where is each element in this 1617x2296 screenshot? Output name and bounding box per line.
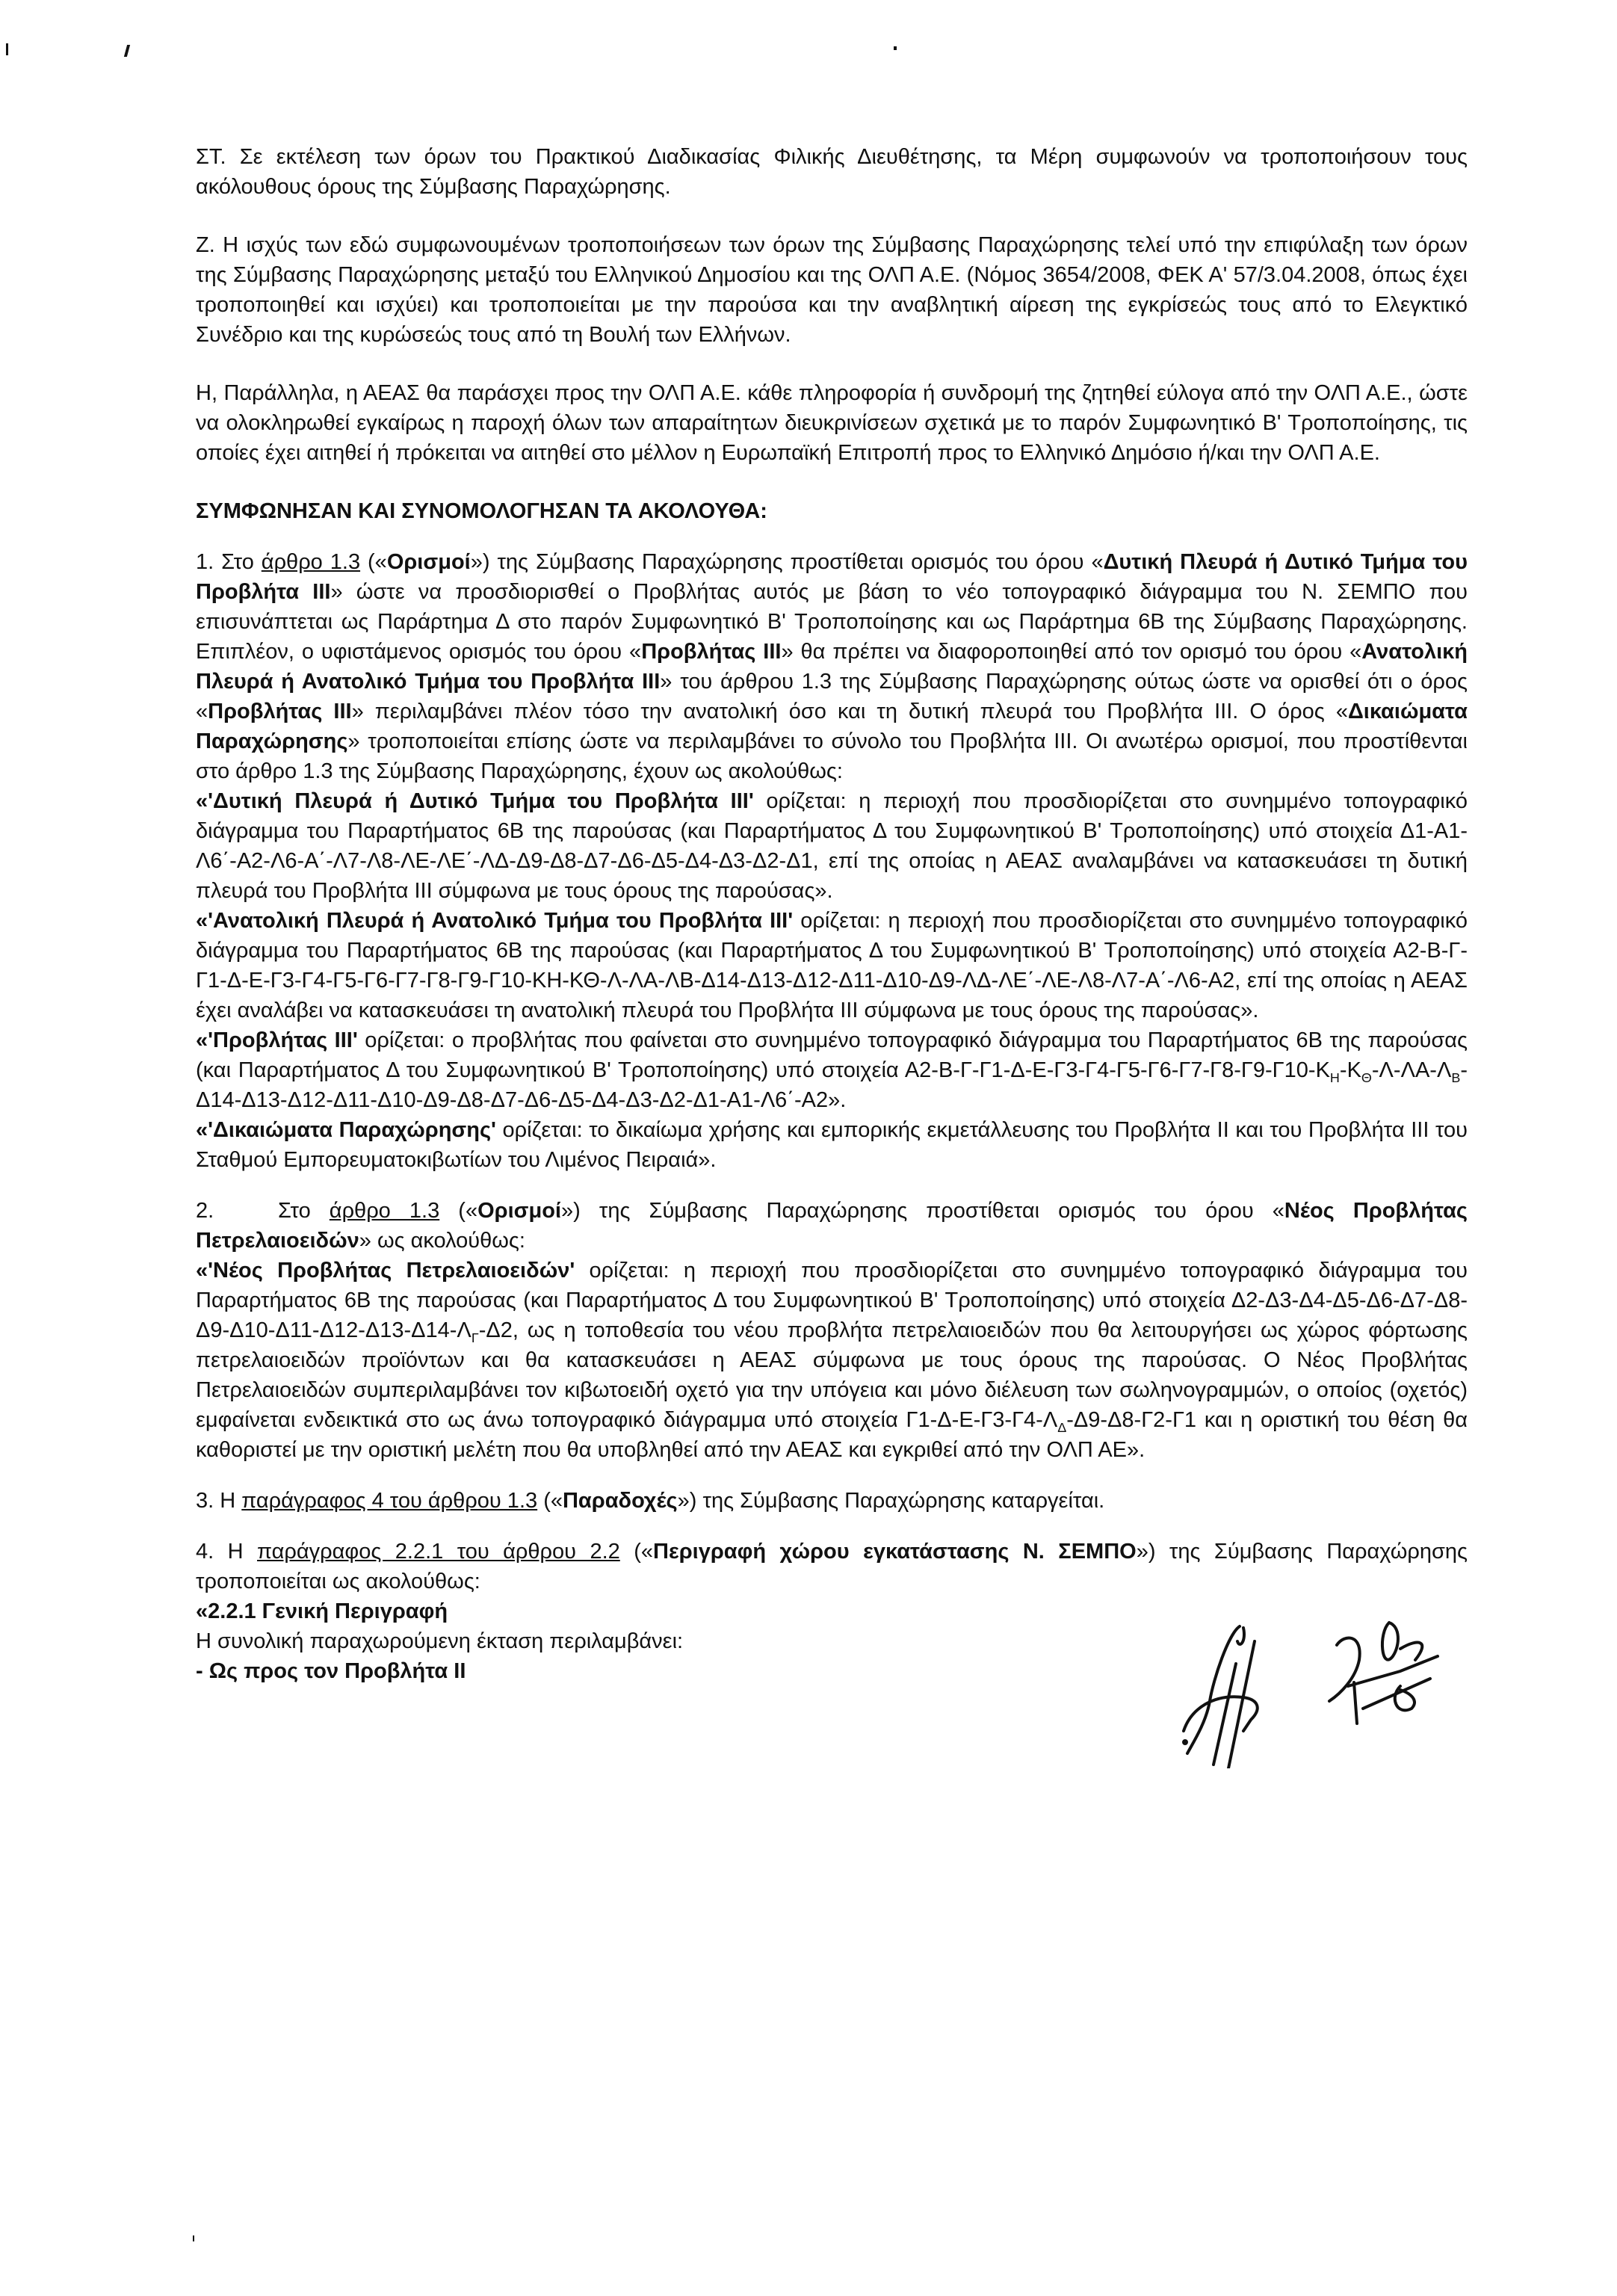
definition-text: ορίζεται: η περιοχή που προσδιορίζεται στο συνημμένο τοπογραφικό διάγραμμα του Παραρτήματος 6Β της παρούσας (και Παραρτήματος Δ του Συμφωνητικού Β' Τροποποίησης) υπό στοιχεία Δ1-Α1-Λ6΄-Α2-Λ6-Α΄-Λ7-Λ8-ΛΕ-ΛΕ΄-ΛΔ-Δ9-Δ8-Δ7-Δ6-Δ5-Δ4-Δ3-Δ2-Δ1, επί της οποίας η ΑΕΑΣ αναλαμβάνει να κατασκευάσει τη δυτική πλευρά του Προβλήτα ΙΙΙ σύμφωνα με τους όρους της παρούσας». xyxy=(196,789,1468,903)
definition-text: -Λ-ΛΑ-Λ xyxy=(1371,1058,1452,1082)
definition-text: ορίζεται: ο προβλήτας που φαίνεται στο συνημμένο τοπογραφικό διάγραμμα του Παραρτήματος 6Β της παρούσας (και Παραρτήματος Δ του Συμφωνητικού Β' Τροποποίησης) υπό στοιχεία Α2-Β-Γ-Γ1-Δ-Ε-Γ3-Γ4-Γ5-Γ6-Γ7-Γ8-Γ9-Γ10-Κ xyxy=(196,1028,1468,1082)
text: Στο xyxy=(214,550,262,574)
clause-number: 2. xyxy=(196,1199,214,1223)
definition-east-side xyxy=(196,906,1468,1025)
definition-new-oil-pier xyxy=(196,1256,1468,1465)
article-reference: παράγραφος 2.2.1 του άρθρου 2.2 xyxy=(257,1540,620,1564)
defined-term: «'Νέος Προβλήτας Πετρελαιοειδών' xyxy=(196,1259,575,1283)
text: (« xyxy=(619,1540,654,1564)
term: Δικαιώματα Παραχώρησης xyxy=(196,700,1468,753)
clause-number: 3. xyxy=(196,1489,214,1513)
defined-term: «'Δυτική Πλευρά ή Δυτικό Τμήμα του Προβλήτα ΙΙΙ' xyxy=(196,789,754,813)
clause-4-intro xyxy=(196,1537,1468,1596)
article-reference: παράγραφος 4 του άρθρου 1.3 xyxy=(241,1489,538,1513)
defined-term: «'Προβλήτας ΙΙΙ' xyxy=(196,1028,358,1052)
definition-pier-iii xyxy=(196,1025,1468,1115)
description-bullet: - Ως προς τον Προβλήτα ΙΙ xyxy=(196,1659,466,1683)
scan-speck xyxy=(124,45,130,57)
article-reference: άρθρο 1.3 xyxy=(329,1199,440,1223)
defined-term: «'Ανατολική Πλευρά ή Ανατολικό Τμήμα του Προβλήτα ΙΙΙ' xyxy=(196,909,794,933)
text: (« xyxy=(439,1199,478,1223)
term: Προβλήτας ΙΙΙ xyxy=(208,700,352,723)
text: Στο xyxy=(278,1199,330,1223)
clause-number: 1. xyxy=(196,550,214,574)
defined-term: «'Δικαιώματα Παραχώρησης' xyxy=(196,1118,496,1142)
definition-west-side xyxy=(196,786,1468,906)
term: Περιγραφή χώρου εγκατάστασης Ν. ΣΕΜΠΟ xyxy=(653,1540,1137,1564)
signature-left xyxy=(1169,1619,1288,1768)
subscript: Β xyxy=(1451,1070,1461,1085)
definition-text: ορίζεται: η περιοχή που προσδιορίζεται στο συνημμένο τοπογραφικό διάγραμμα του Παραρτήματος 6Β της παρούσας (και Παραρτήματος Δ του Συμφωνητικού Β' Τροποποίησης) υπό στοιχεία Α2-Β-Γ-Γ1-Δ-Ε-Γ3-Γ4-Γ5-Γ6-Γ7-Γ8-Γ9-Γ10-ΚΗ-ΚΘ-Λ-ΛΑ-ΛΒ-Δ14-Δ13-Δ12-Δ11-Δ10-Δ9-ΛΔ-ΛΕ΄-ΛΕ-Λ8-Λ7-Α΄-Λ6-Α2, επί της οποίας η ΑΕΑΣ έχει αναλάβει να κατασκευάσει τη ανατολική πλευρά του Προβλήτα ΙΙΙ σύμφωνα με τους όρους της παρούσας». xyxy=(196,909,1468,1022)
term: Νέος Προβλήτας Πετρελαιοειδών xyxy=(196,1199,1468,1253)
definition-text: -Δ14-Δ13-Δ12-Δ11-Δ10-Δ9-Δ8-Δ7-Δ6-Δ5-Δ4-Δ3-Δ2-Δ1-Α1-Λ6΄-Α2». xyxy=(196,1058,1468,1112)
description-line: Η συνολική παραχωρούμενη έκταση περιλαμβάνει: xyxy=(196,1629,684,1653)
term: Παραδοχές xyxy=(562,1489,678,1513)
subscript: Θ xyxy=(1361,1070,1372,1085)
definition-text: ορίζεται: η περιοχή που προσδιορίζεται στο συνημμένο τοπογραφικό διάγραμμα του Παραρτήματος 6Β της παρούσας (και Παραρτήματος Δ του Συμφωνητικού Β' Τροποποίησης) υπό στοιχεία Δ2-Δ3-Δ4-Δ5-Δ6-Δ7-Δ8-Δ9-Δ10-Δ11-Δ12-Δ13-Δ14-Λ xyxy=(196,1259,1468,1342)
definition-text: -Κ xyxy=(1339,1058,1361,1082)
signatures xyxy=(1154,1604,1468,1783)
clause-1 xyxy=(196,547,1468,1175)
scan-speck xyxy=(6,43,8,55)
term: Ορισμοί xyxy=(386,550,471,574)
text: » περιλαμβάνει πλέον τόσο την ανατολική όσο και τη δυτική πλευρά του Προβλήτα ΙΙΙ. Ο όρος « xyxy=(351,700,1348,723)
text: » θα πρέπει να διαφοροποιηθεί από τον ορισμό του όρου « xyxy=(781,640,1362,664)
clause-3 xyxy=(196,1486,1468,1516)
subscript: Η xyxy=(1329,1070,1340,1085)
text: ») της Σύμβασης Παραχώρησης καταργείται. xyxy=(677,1489,1105,1513)
scan-speck xyxy=(894,46,897,50)
subsection-heading: «2.2.1 Γενική Περιγραφή xyxy=(196,1599,448,1623)
scan-speck xyxy=(193,2235,194,2241)
subscript: Δ xyxy=(1057,1419,1067,1435)
paragraph-z: Ζ. Η ισχύς των εδώ συμφωνουμένων τροποποιήσεων των όρων της Σύμβασης Παραχώρησης τελεί υπό την επιφύλαξη των όρων της Σύμβασης Παραχώρησης μεταξύ του Ελληνικού Δημοσίου και της ΟΛΠ Α.Ε. (Νόμος 3654/2008, ΦΕΚ Α' 57/3.04.2008, όπως έχει τροποποιηθεί και ισχύει) και τροποποιείται με την παρούσα και την αναβλητική αίρεση της εγκρίσεώς τους από το Ελεγκτικό Συνέδριο και της κυρώσεώς τους από τη Βουλή των Ελλήνων. xyxy=(196,233,1468,347)
text: (« xyxy=(360,550,387,574)
text: ») της Σύμβασης Παραχώρησης τροποποιείται ως ακολούθως: xyxy=(196,1540,1468,1593)
paragraph-h: Η, Παράλληλα, η ΑΕΑΣ θα παράσχει προς την ΟΛΠ Α.Ε. κάθε πληροφορία ή συνδρομή της ζητηθεί εύλογα από την ΟΛΠ Α.Ε., ώστε να ολοκληρωθεί εγκαίρως η παροχή όλων των απαραίτητων διευκρινίσεων σχετικά με το παρόν Συμφωνητικό Β' Τροποποίησης, τις οποίες έχει αιτηθεί ή πρόκειται να αιτηθεί στο μέλλον η Ευρωπαϊκή Επιτροπή προς το Ελληνικό Δημόσιο ή/και την ΟΛΠ Α.Ε. xyxy=(196,381,1468,465)
term: Ορισμοί xyxy=(477,1199,562,1223)
text: Η xyxy=(214,1540,258,1564)
clause-1-intro xyxy=(196,547,1468,786)
term: Δυτική Πλευρά ή Δυτικό Τμήμα του Προβλήτα ΙΙΙ xyxy=(196,550,1468,604)
document-body xyxy=(196,142,1468,1783)
paragraph-st: ΣΤ. Σε εκτέλεση των όρων του Πρακτικού Διαδικασίας Φιλικής Διευθέτησης, τα Μέρη συμφωνούν να τροποποιήσουν τους ακόλουθους όρους της Σύμβασης Παραχώρησης. xyxy=(196,145,1468,199)
text: » τροποποιείται επίσης ώστε να περιλαμβάνει το σύνολο του Προβλήτα ΙΙΙ. Οι ανωτέρω ορισμοί, που προστίθενται στο άρθρο 1.3 της Σύμβασης Παραχώρησης, έχουν ως ακολούθως: xyxy=(196,729,1468,783)
text: » ως ακολούθως: xyxy=(359,1229,525,1253)
text: » του άρθρου 1.3 της Σύμβασης Παραχώρησης ούτως ώστε να ορισθεί ότι ο όρος « xyxy=(196,670,1468,723)
text: » ώστε να προσδιορισθεί ο Προβλήτας αυτός με βάση το νέο τοπογραφικό διάγραμμα του Ν. ΣΕΜΠΟ που επισυνάπτεται ως Παράρτημα Δ στο παρόν Συμφωνητικό Β' Τροποποίησης και ως Παράρτημα 6Β της Σύμβασης Παραχώρησης. Επιπλέον, ο υφιστάμενος ορισμός του όρου « xyxy=(196,580,1468,664)
article-reference: άρθρο 1.3 xyxy=(261,550,361,574)
signature-right xyxy=(1326,1604,1453,1753)
clause-2 xyxy=(196,1196,1468,1465)
definition-concession-rights xyxy=(196,1115,1468,1175)
text: ») της Σύμβασης Παραχώρησης προστίθεται ορισμός του όρου « xyxy=(561,1199,1284,1223)
clause-4-body xyxy=(196,1596,1092,1686)
term: Ανατολική Πλευρά ή Ανατολικό Τμήμα του Προβλήτα ΙΙΙ xyxy=(196,640,1468,694)
clause-number: 4. xyxy=(196,1540,214,1564)
section-heading: ΣΥΜΦΩΝΗΣΑΝ ΚΑΙ ΣΥΝΟΜΟΛΟΓΗΣΑΝ ΤΑ ΑΚΟΛΟΥΘΑ: xyxy=(196,499,767,523)
definition-text: -Δ9-Δ8-Γ2-Γ1 και η οριστική του θέση θα καθοριστεί με την οριστική μελέτη που θα υποβληθεί από την ΑΕΑΣ και εγκριθεί από την ΟΛΠ ΑΕ». xyxy=(196,1408,1468,1462)
subscript: Γ xyxy=(471,1330,479,1345)
text: ») της Σύμβασης Παραχώρησης προστίθεται ορισμός του όρου « xyxy=(470,550,1104,574)
clause-4-tail xyxy=(196,1596,1468,1783)
term: Προβλήτας ΙΙΙ xyxy=(641,640,782,664)
clause-4 xyxy=(196,1537,1468,1783)
text: (« xyxy=(537,1489,563,1513)
text: Η xyxy=(214,1489,242,1513)
clause-2-intro xyxy=(196,1196,1468,1256)
definition-text: -Δ2, ως η τοποθεσία του νέου προβλήτα πετρελαιοειδών που θα λειτουργήσει ως χώρος φόρτωσης πετρελαιοειδών προϊόντων και θα κατασκευάσει η ΑΕΑΣ σύμφωνα με τους όρους της παρούσας. Ο Νέος Προβλήτας Πετρελαιοειδών συμπεριλαμβάνει τον κιβωτοειδή οχετό για την υπόγεια και μόνο διέλευση των σωληνογραμμών, ο οποίος (οχετός) εμφαίνεται ενδεικτικά στο ως άνω τοπογραφικό διάγραμμα υπό στοιχεία Γ1-Δ-Ε-Γ3-Γ4-Λ xyxy=(196,1318,1468,1432)
definition-text: ορίζεται: το δικαίωμα χρήσης και εμπορικής εκμετάλλευσης του Προβλήτα ΙΙ και του Προβλήτα ΙΙΙ του Σταθμού Εμπορευματοκιβωτίων του Λιμένος Πειραιά». xyxy=(196,1118,1468,1172)
